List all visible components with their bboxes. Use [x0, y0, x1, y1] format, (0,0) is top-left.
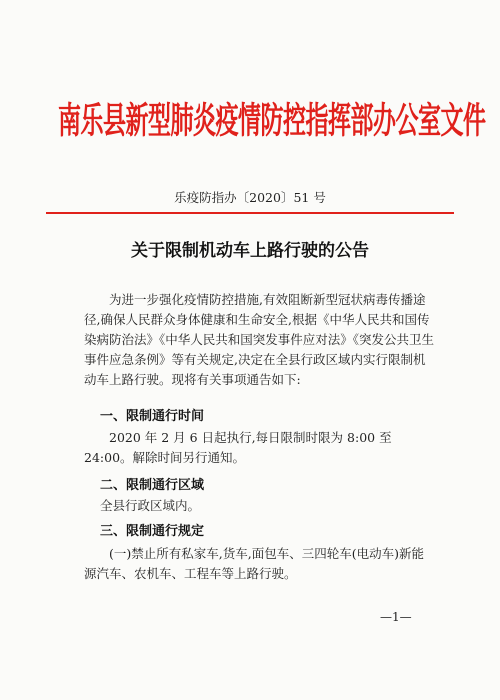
- document-number: 乐疫防指办〔2020〕51 号: [174, 190, 326, 205]
- red-divider-line: [46, 212, 454, 214]
- page-number: —1—: [380, 610, 412, 624]
- section-heading-time: 一、限制通行时间: [100, 409, 205, 424]
- issuer-header: 南乐县新型肺炎疫情防控指挥部办公室文件: [58, 101, 486, 142]
- section-body-time: 2020 年 2 月 6 日起执行,每日限制时限为 8:00 至 24:00。解除时间另行通知。: [84, 430, 392, 465]
- section-body-area: 全县行政区域内。: [100, 498, 201, 513]
- intro-paragraph: 为进一步强化疫情防控措施,有效阻断新型冠状病毒传播途径,确保人民群众身体健康和生命安全,根据《中华人民共和国传染病防治法》《中华人民共和国突发事件应对法》《突发公共卫生事件应急条例》等有关规定,决定在全县行政区域内实行限制机动车上路行驶。现将有关事项通告如下:: [84, 292, 435, 387]
- announcement-title: 关于限制机动车上路行驶的公告: [131, 241, 369, 261]
- section-body-rules: (一)禁止所有私家车,货车,面包车、三四轮车(电动车)新能源汽车、农机车、工程车等上路行驶。: [84, 546, 424, 581]
- section-heading-rules: 三、限制通行规定: [100, 524, 205, 539]
- section-heading-area: 二、限制通行区域: [100, 478, 205, 493]
